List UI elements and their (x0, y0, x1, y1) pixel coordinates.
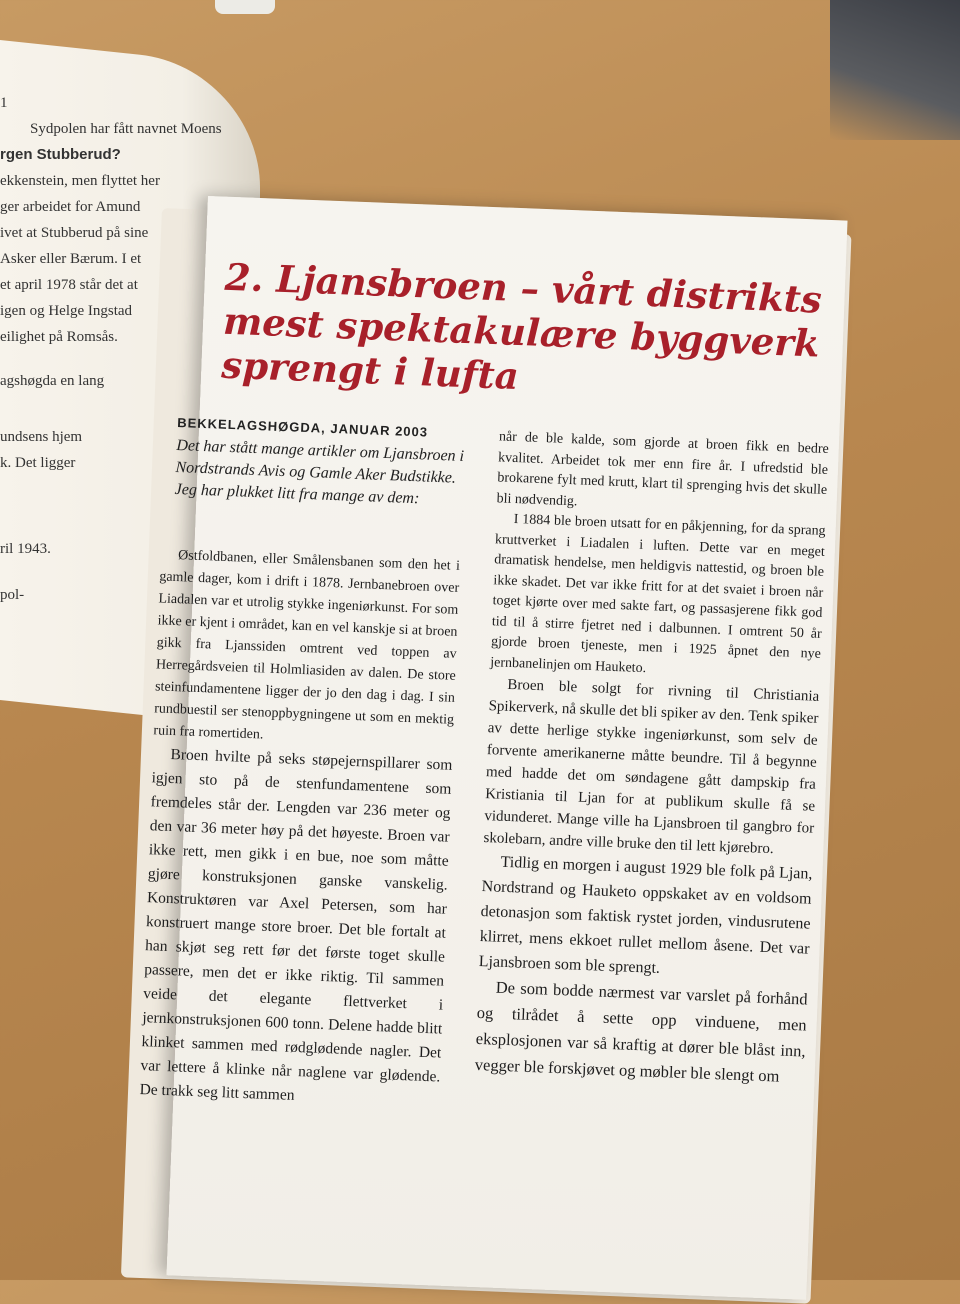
background-shadow (830, 0, 960, 140)
left-line: ril 1943. (0, 541, 51, 557)
left-line: Asker eller Bærum. I et (0, 251, 142, 267)
body-paragraph: Broen ble solgt for rivning til Christiania Spikerverk, nå skulle det bli spiker av den. Tenk spiker av dette herlige stykke ingeniørkunst, som selv de forvente amerikanerne måtte beundre. Til å begynne med hadde det om søndagene gått dampskip fra Kristiania til Ljan for at publikum skulle få se vidunderet. Mange ville ha Ljansbroen til gangbro for skolebarn, andre ville bruke den til lett kjørebro. (483, 676, 820, 858)
lead-paragraph: Det har stått mange artikler om Ljansbroen i Nordstrands Avis og Gamle Aker Budstikke. Jeg har plukket litt fra mange av dem: (174, 436, 465, 508)
left-page-text (0, 90, 222, 710)
left-line: eilighet på Romsås. (0, 329, 118, 345)
left-line: ivet at Stubberud på sine (0, 225, 149, 241)
left-line: 1 (0, 95, 8, 111)
article-title: 2. Ljansbroen – vårt distrikts mest spektakulære byggverk sprengt i lufta (220, 254, 823, 399)
left-line: pol- (0, 587, 25, 603)
left-line: rgen Stubberud? (0, 146, 121, 163)
body-paragraph: De som bodde nærmest var varslet på forhånd og tilrådet å sette opp vinduene, men eksplosjonen var så kraftig at dører ble blåst inn, vegger ble forskjøvet og møbler ble slengt om (474, 977, 808, 1086)
dateline: BEKKELAGSHØGDA, JANUAR 2003 (176, 414, 429, 440)
left-line: undsens hjem (0, 429, 83, 445)
body-column-left (139, 544, 460, 1113)
body-paragraph: Østfoldbanen, eller Smålensbanen som den het i gamle dager, kom i drift i 1878. Jernbanebroen over Liadalen var et utrolig stykke ingeniørkunst. For som ikke er kjent i området, kan en vel kanskje si at broen gikk fra Ljanssiden omtrent ved toppen av Herregårdsveien til Holmliasiden av dalen. De store steinfundamentene ligger der jo den dag i dag. I sin rundbuestil ser stenoppbygningene ut som en mektig ruin fra romertiden. (153, 548, 461, 743)
white-object (215, 0, 275, 14)
right-page (139, 196, 848, 1300)
left-line: ekkenstein, men flyttet her (0, 173, 160, 189)
left-line: et april 1978 står det at (0, 277, 138, 293)
left-line: igen og Helge Ingstad (0, 303, 133, 319)
left-line: agshøgda en lang (0, 373, 105, 389)
left-line: k. Det ligger (0, 455, 76, 471)
left-line: Sydpolen har fått navnet Moens (30, 121, 222, 137)
body-paragraph: når de ble kalde, som gjorde at broen fikk en bedre kvalitet. Arbeidet tok mer enn fire år. I ufredstid ble brokarene fylt med krutt, klart til sprenging hvis det skulle bli nødvendig. (496, 429, 830, 509)
body-paragraph: I 1884 ble broen utsatt for en påkjenning, for da sprang kruttverket i Liadalen i luften. Dette var en meget dramatisk hendelse, men heldigvis nattestid, og broen ble ikke skadet. Det var ikke fritt for at det svaiet i broen når toget kjørte over med sakte fart, og passasjerene fikk god tid til å stirre fjetret ned i dalbunnen. I omtrent 50 år gjorde broen tjeneste, men i 1925 åpnet den nye jernbanelinjen om Hauketo. (490, 511, 826, 676)
body-column-right (474, 427, 829, 1090)
left-line: ger arbeidet for Amund (0, 199, 141, 215)
body-paragraph: Tidlig en morgen i august 1929 ble folk på Ljan, Nordstrand og Hauketo oppskaket av en voldsom detonasjon som faktisk rystet jorden, vindusrutene klirret, mens ekkoet rullet mellom åsene. Det var Ljansbroen som ble sprengt. (478, 853, 813, 977)
body-paragraph: Broen hvilte på seks støpejernspillarer som igjen sto på de stenfundamentene som fremdeles står der. Lengden var 236 meter og den var 36 meter høy på det høyeste. Broen var ikke rett, men gikk i en bue, noe som måtte gjøre konstruksjonen ganske vanskelig. Konstruktøren var Axel Petersen, som har konstruert mange store broer. Det ble fortalt at han skjøt seg rett før det første toget skulle passere, men det er ikke riktig. Til sammen veide det elegante flettverket i jernkonstruksjonen 600 tonn. Delene hadde blitt klinket sammen med rødglødende nagler. Det var lettere å klinke når naglene var glødende. De trakk seg litt sammen (139, 745, 453, 1104)
